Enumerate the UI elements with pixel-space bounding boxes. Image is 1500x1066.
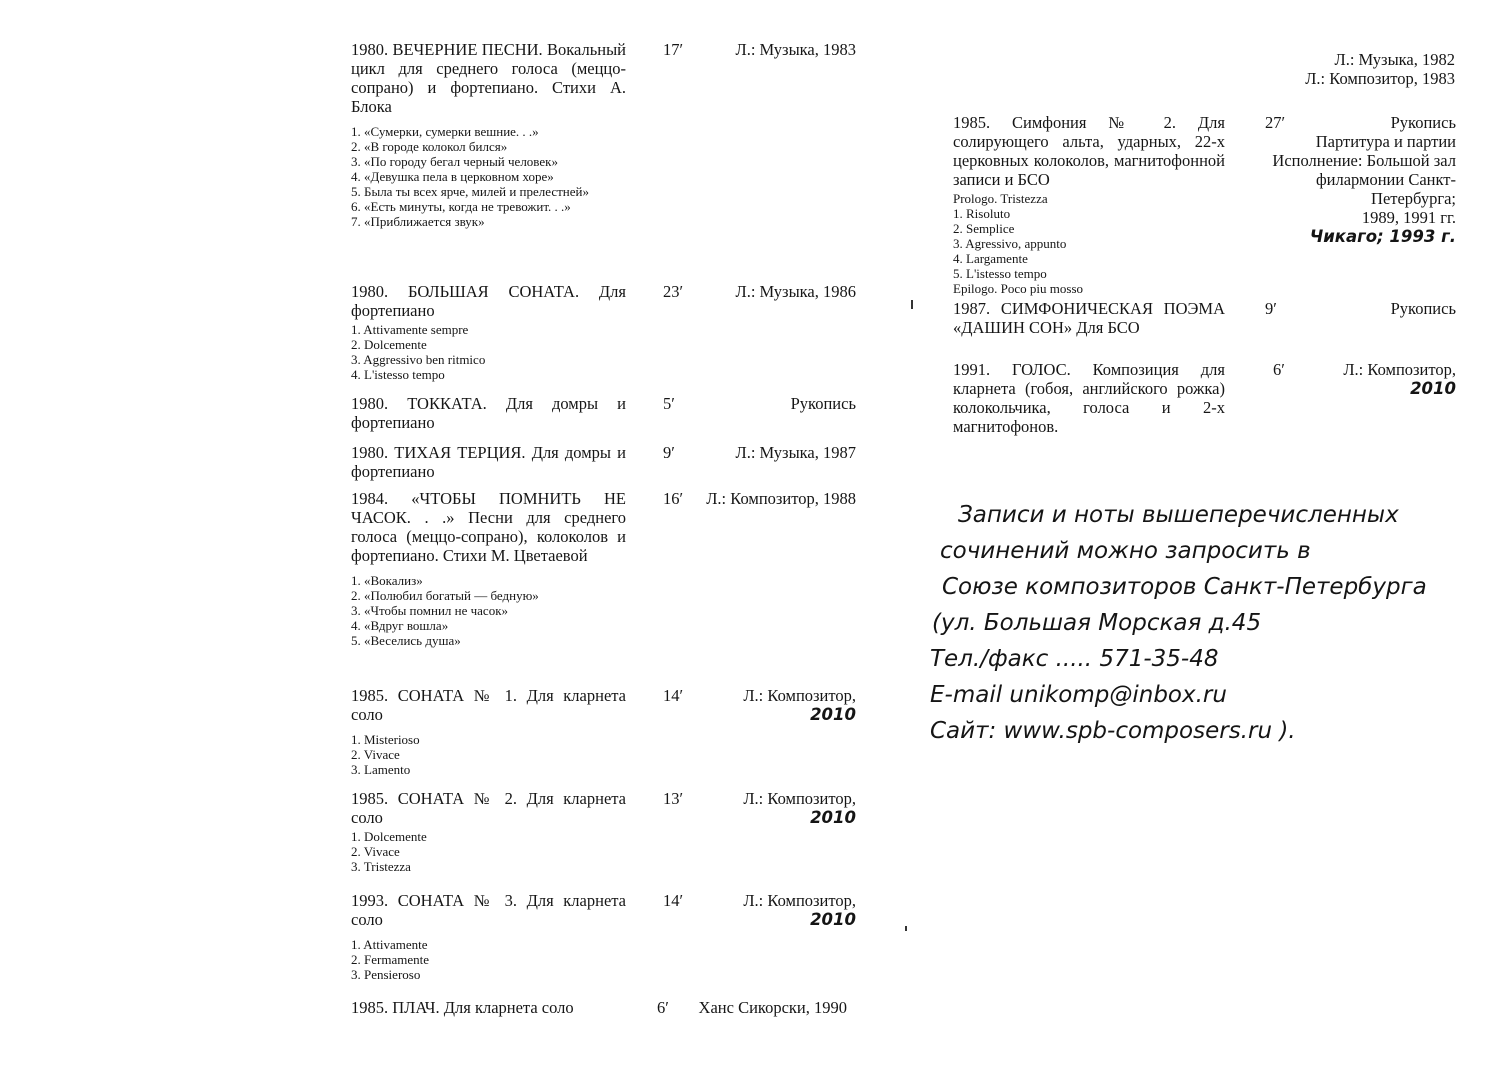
list-item: 1. «Сумерки, сумерки вешние. . .» — [351, 124, 539, 139]
list-item: 5. «Веселись душа» — [351, 633, 461, 648]
list-item: 1. Misterioso — [351, 732, 420, 747]
list-item: 1. Dolcemente — [351, 829, 427, 844]
entry-dasha-dream — [953, 299, 1456, 337]
list-item: 2. Semplice — [953, 221, 1015, 236]
list-item: 2. «В городе колокол бился» — [351, 139, 508, 154]
entry-duration: 5′ — [663, 394, 675, 413]
entry-title: 1993. СОНАТА № 3. — [351, 891, 517, 910]
entry-publisher: Л.: Композитор, — [743, 686, 856, 705]
entry-publisher: Л.: Композитор, — [1343, 360, 1456, 379]
entry-publisher: Л.: Музыка, 1986 — [735, 282, 856, 301]
entry-description: Для домры и фортепиано — [351, 443, 626, 481]
entry-title: 1980. ВЕЧЕРНИЕ ПЕСНИ. — [351, 40, 543, 59]
entry-duration: 6′ — [657, 998, 669, 1017]
entry-description: Песни для среднего голоса (меццо-сопрано), колоколов и фортепиано. Стихи М. Цветаевой — [351, 508, 627, 565]
entry-title: 1987. СИМФОНИЧЕСКАЯ ПОЭМА «ДАШИН СОН» — [953, 299, 1225, 337]
handwritten-year: 2010 — [810, 808, 856, 827]
entry-title: 1980. БОЛЬШАЯ СОНАТА. — [351, 282, 580, 301]
list-item: 2. «Полюбил богатый — бедную» — [351, 588, 539, 603]
entry-title: 1985. СОНАТА № 2. — [351, 789, 517, 808]
list-item: 4. L'istesso tempo — [351, 367, 445, 382]
performance-line: Исполнение: Большой зал филармонии Санкт-Петербурга; — [1272, 151, 1456, 208]
entry-evening-songs — [351, 40, 856, 229]
entry-duration: 14′ — [663, 891, 684, 910]
entry-publisher: Рукопись — [790, 394, 856, 413]
list-item: 3. «По городу бегал черный человек» — [351, 154, 558, 169]
entry-description: Для домры и фортепиано — [351, 394, 626, 432]
note-line: (ул. Большая Морская д.45 — [932, 610, 1262, 636]
list-item: 4. «Девушка пела в церковном хоре» — [351, 169, 554, 184]
entry-title: 1991. ГОЛОС. — [953, 360, 1071, 379]
entry-description: Для кларнета соло — [443, 998, 574, 1017]
entry-duration: 27′ — [1265, 113, 1286, 132]
entry-description: Для кларнета соло — [351, 789, 627, 827]
entry-duration: 23′ — [663, 282, 684, 301]
note-line: Сайт: www.spb-composers.ru ). — [930, 718, 1296, 744]
note-line: Записи и ноты вышеперечисленных — [958, 502, 1399, 528]
entry-sonata-2 — [351, 789, 856, 874]
note-line: сочинений можно запросить в — [940, 538, 1311, 564]
entry-publisher: Рукопись — [1390, 299, 1456, 318]
parts-list — [351, 937, 626, 982]
performance-line: Партитура и партии — [1315, 132, 1456, 151]
parts-list — [351, 322, 626, 382]
list-item: 2. Vivace — [351, 747, 400, 762]
entry-lament — [351, 998, 847, 1017]
entry-description: Для кларнета соло — [351, 686, 627, 724]
list-item: Epilogo. Poco piu mosso — [953, 281, 1084, 296]
parts-list — [351, 124, 626, 229]
entry-sonata-3 — [351, 891, 856, 982]
entry-title: 1980. ТИХАЯ ТЕРЦИЯ. — [351, 443, 526, 462]
parts-list — [953, 191, 1225, 296]
entry-sonata-1 — [351, 686, 856, 777]
entry-title: 1985. СОНАТА № 1. — [351, 686, 517, 705]
list-item: Prologo. Tristezza — [953, 191, 1048, 206]
entry-grand-sonata — [351, 282, 856, 382]
entry-duration: 17′ — [663, 40, 684, 59]
entry-description: Для кларнета соло — [351, 891, 627, 929]
list-item: 1. Risoluto — [953, 206, 1011, 221]
list-item: 3. Aggressivo ben ritmico — [351, 352, 486, 367]
publisher-line: Л.: Композитор, 1983 — [1305, 69, 1455, 88]
performance-line: 1989, 1991 гг. — [1361, 208, 1456, 227]
list-item: 3. «Чтобы помнил не часок» — [351, 603, 509, 618]
parts-list — [351, 573, 626, 648]
list-item: 6. «Есть минуты, когда не тревожит. . .» — [351, 199, 571, 214]
entry-description: Для фортепиано — [351, 282, 626, 320]
entry-duration: 16′ — [663, 489, 684, 508]
scan-speck — [911, 300, 913, 309]
handwritten-year: 2010 — [810, 705, 856, 724]
parts-list — [351, 829, 626, 874]
previous-page-publishers — [1250, 50, 1455, 88]
list-item: 4. «Вдруг вошла» — [351, 618, 449, 633]
list-item: 1. Attivamente sempre — [351, 322, 469, 337]
note-line: Союзе композиторов Санкт-Петербурга — [942, 574, 1427, 600]
entry-duration: 9′ — [663, 443, 675, 462]
list-item: 7. «Приближается звук» — [351, 214, 485, 229]
note-line: Тел./факс ..... 571-35-48 — [930, 646, 1219, 672]
handwritten-year: 2010 — [1410, 379, 1456, 398]
entry-title: 1984. «ЧТОБЫ ПОМНИТЬ НЕ ЧАСОК. . .» — [351, 489, 626, 527]
entry-symphony-2 — [953, 113, 1456, 296]
entry-to-remember — [351, 489, 856, 648]
entry-description: Вокальный цикл для среднего голоса (меццо-сопрано) и фортепиано. Стихи А. Блока — [351, 40, 626, 116]
entry-duration: 6′ — [1273, 360, 1285, 379]
entry-publisher: Л.: Композитор, 1988 — [706, 489, 856, 508]
list-item: 4. Largamente — [953, 251, 1028, 266]
entry-title: 1985. Симфония № 2. — [953, 113, 1177, 132]
publisher-line: Л.: Музыка, 1982 — [1334, 50, 1455, 69]
list-item: 5. Была ты всех ярче, милей и прелестней» — [351, 184, 589, 199]
entry-title: 1980. ТОККАТА. — [351, 394, 487, 413]
parts-list — [351, 732, 626, 777]
list-item: 2. Fermamente — [351, 952, 429, 967]
entry-voice — [953, 360, 1456, 436]
list-item: 1. Attivamente — [351, 937, 428, 952]
entry-publisher: Ханс Сикорски, 1990 — [698, 998, 847, 1017]
scan-speck — [905, 926, 907, 931]
handwritten-year: 2010 — [810, 910, 856, 929]
list-item: 3. Lamento — [351, 762, 411, 777]
entry-publisher: Л.: Композитор, — [743, 891, 856, 910]
entry-title: 1985. ПЛАЧ. — [351, 998, 440, 1017]
entry-toccata — [351, 394, 856, 432]
entry-quiet-third — [351, 443, 856, 481]
list-item: 3. Agressivo, appunto — [953, 236, 1067, 251]
entry-description: Для БСО — [1076, 318, 1140, 337]
entry-publisher: Л.: Композитор, — [743, 789, 856, 808]
list-item: 5. L'istesso tempo — [953, 266, 1047, 281]
note-line: E-mail unikomp@inbox.ru — [930, 682, 1227, 708]
entry-duration: 14′ — [663, 686, 684, 705]
list-item: 2. Dolcemente — [351, 337, 427, 352]
entry-publisher: Л.: Музыка, 1987 — [735, 443, 856, 462]
list-item: 3. Tristezza — [351, 859, 411, 874]
entry-duration: 13′ — [663, 789, 684, 808]
list-item: 1. «Вокализ» — [351, 573, 423, 588]
entry-duration: 9′ — [1265, 299, 1277, 318]
handwritten-performance: Чикаго; 1993 г. — [1309, 227, 1456, 246]
entry-description: Для солирующего альта, ударных, 22-х церковных колоколов, магнитофонной записи и БСО — [953, 113, 1226, 189]
entry-publisher: Л.: Музыка, 1983 — [735, 40, 856, 59]
list-item: 3. Pensieroso — [351, 967, 421, 982]
entry-description: Композиция для кларнета (гобоя, английского рожка) колокольчика, голоса и 2-х магнитофонов. — [953, 360, 1225, 436]
entry-publisher: Рукопись — [1390, 113, 1456, 132]
handwritten-contact-note — [930, 497, 1490, 749]
list-item: 2. Vivace — [351, 844, 400, 859]
